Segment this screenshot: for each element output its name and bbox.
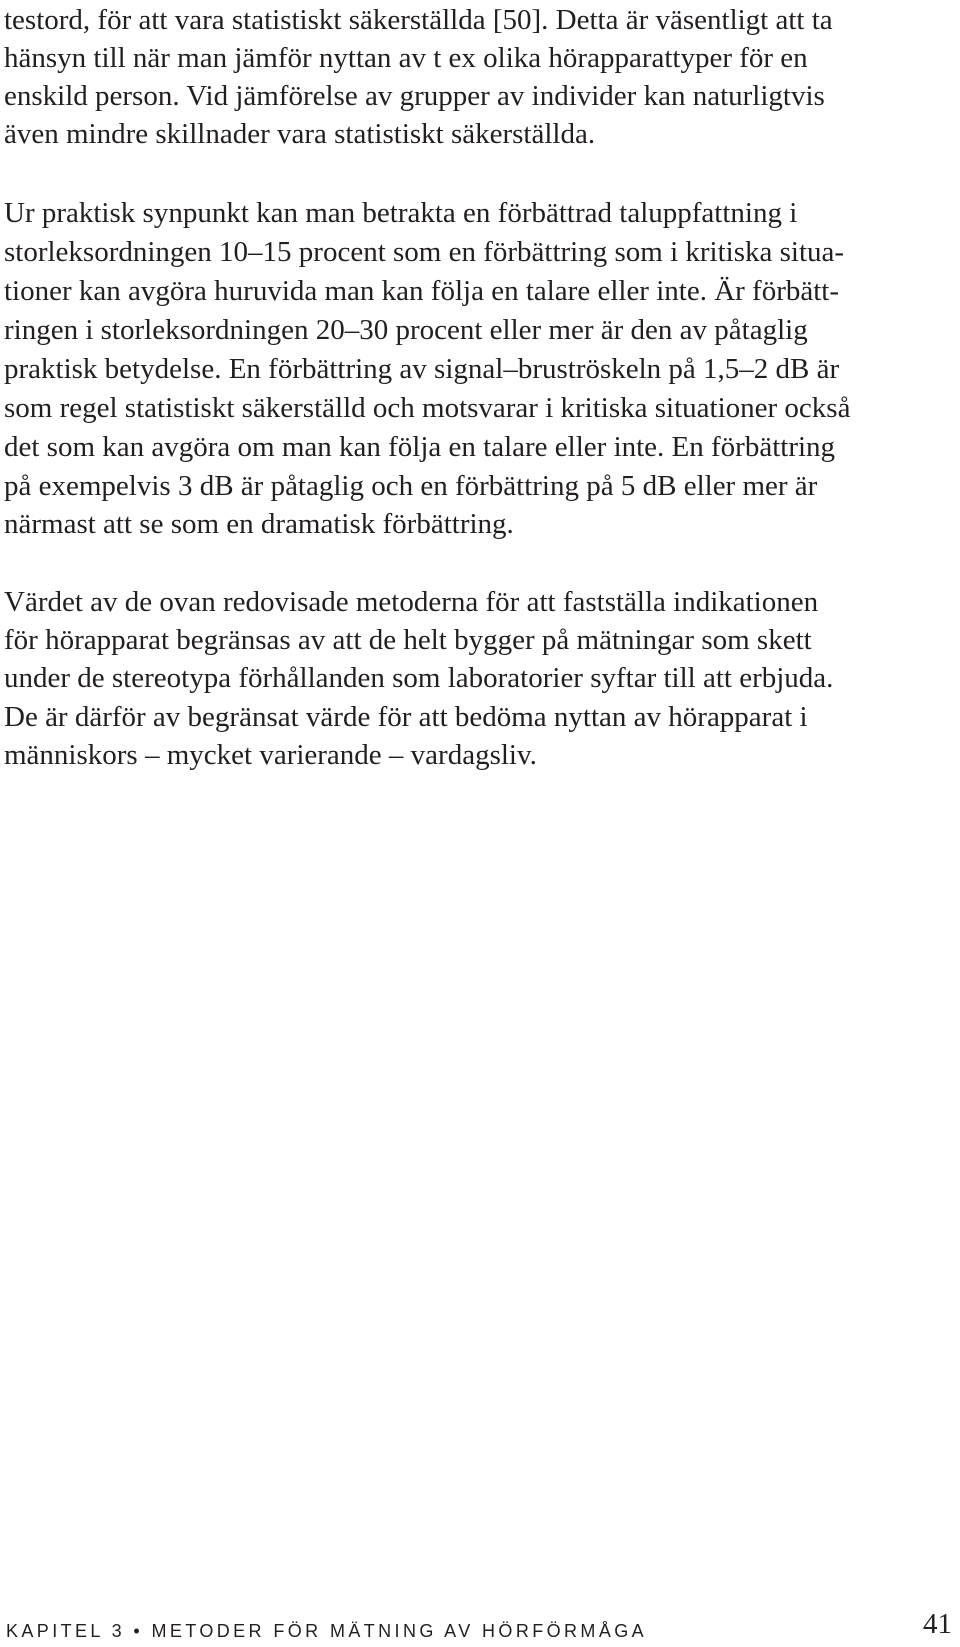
text-line: det som kan avgöra om man kan följa en talare eller inte. En förbättring bbox=[4, 431, 836, 463]
page-number: 41 bbox=[923, 1608, 952, 1640]
text-line: ringen i storleksordningen 20–30 procent eller mer är den av påtaglig bbox=[4, 314, 808, 346]
text-line: De är därför av begränsat värde för att bedöma nyttan av hörapparat i bbox=[4, 701, 808, 733]
text-line: Värdet av de ovan redovisade metoderna för att fastställa indikationen bbox=[4, 586, 819, 618]
text-line: testord, för att vara statistiskt säkerställda [50]. Detta är väsentligt att ta bbox=[4, 4, 833, 36]
text-line: storleksordningen 10–15 procent som en förbättring som i kritiska situa- bbox=[4, 236, 845, 268]
text-line: närmast att se som en dramatisk förbättring. bbox=[4, 508, 514, 540]
text-line: som regel statistiskt säkerställd och motsvarar i kritiska situationer också bbox=[4, 392, 851, 424]
running-footer: KAPITEL 3 • METODER FÖR MÄTNING AV HÖRFÖRMÅGA bbox=[6, 1621, 648, 1641]
text-line: människors – mycket varierande – vardagsliv. bbox=[4, 739, 537, 771]
text-line: enskild person. Vid jämförelse av grupper av individer kan naturligtvis bbox=[4, 80, 825, 112]
text-line: tioner kan avgöra huruvida man kan följa en talare eller inte. Är förbätt- bbox=[4, 275, 840, 307]
text-line: under de stereotypa förhållanden som laboratorier syftar till att erbjuda. bbox=[4, 662, 834, 694]
text-line: för hörapparat begränsas av att de helt bygger på mätningar som skett bbox=[4, 624, 812, 656]
text-line: praktisk betydelse. En förbättring av signal–bruströskeln på 1,5–2 dB är bbox=[4, 353, 840, 385]
text-line: på exempelvis 3 dB är påtaglig och en förbättring på 5 dB eller mer är bbox=[4, 470, 818, 502]
text-line: hänsyn till när man jämför nyttan av t ex olika hörapparattyper för en bbox=[4, 42, 808, 74]
text-line: även mindre skillnader vara statistiskt säkerställda. bbox=[4, 118, 596, 150]
text-line: Ur praktisk synpunkt kan man betrakta en förbättrad taluppfattning i bbox=[4, 197, 798, 229]
